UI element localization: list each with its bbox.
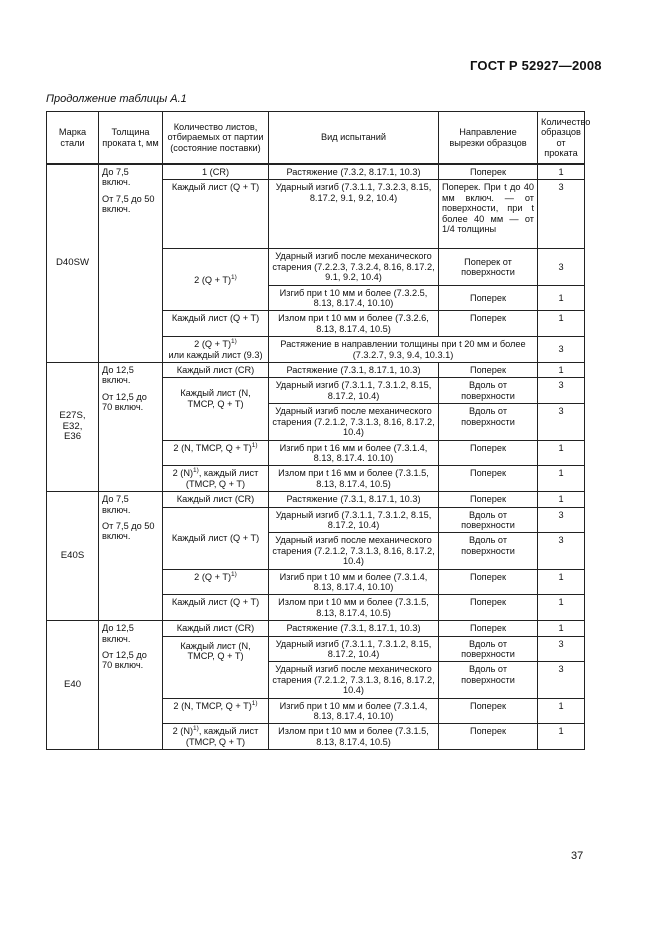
count-cell: 3 (538, 636, 585, 662)
test-cell: Ударный изгиб после механического старения (7.2.2.3, 7.3.2.4, 8.16, 8.17.2, 9.1, 9.2, 10.4) (269, 249, 439, 285)
count-cell: 1 (538, 724, 585, 750)
direction-cell: Поперек от поверхности (439, 249, 538, 285)
test-cell: Растяжение в направлении толщины при t 20 мм и более (7.3.2.7, 9.3, 9.4, 10.3.1) (269, 337, 538, 363)
qty-text: 2 (Q + T) (194, 571, 232, 582)
count-cell: 1 (538, 698, 585, 724)
table-row (47, 363, 585, 378)
qty-cell (163, 337, 269, 363)
thickness-range: От 7,5 до 50 включ. (102, 520, 155, 542)
column-header: Толщина проката t, мм (99, 112, 163, 165)
count-cell: 3 (538, 180, 585, 249)
count-cell: 1 (538, 363, 585, 378)
test-cell: Ударный изгиб (7.3.1.1, 7.3.2.3, 8.15, 8.17.2, 9.1, 9.2, 10.4) (269, 180, 439, 249)
test-cell: Ударный изгиб после механического старения (7.2.1.2, 7.3.1.3, 8.16, 8.17.2, 10.4) (269, 533, 439, 569)
steel-grade-line: E32, (62, 420, 83, 432)
count-cell: 1 (538, 164, 585, 180)
direction-cell: Вдоль от поверхности (439, 636, 538, 662)
table-row (47, 164, 585, 180)
direction-cell: Поперек (439, 311, 538, 337)
direction-cell: Поперек (439, 621, 538, 636)
qty-text: или каждый лист (9.3) (168, 349, 263, 360)
footnote-mark: 1) (231, 273, 237, 281)
column-header: Количество листов, отбираемых от партии (состояние поставки) (163, 112, 269, 165)
thickness-range: От 12,5 до 70 включ. (102, 650, 147, 671)
test-cell: Ударный изгиб (7.3.1.1, 7.3.1.2, 8.15, 8.17.2, 10.4) (269, 378, 439, 404)
column-header: Направление вырезки образцов (439, 112, 538, 165)
qty-text: 2 (N, TMCP, Q + T) (173, 700, 252, 711)
test-cell: Растяжение (7.3.1, 8.17.1, 10.3) (269, 621, 439, 636)
table-row (47, 492, 585, 507)
direction-cell: Поперек. При t до 40 мм включ. — от поверхности, при t более 40 мм — от 1/4 толщины (439, 180, 538, 249)
steel-grade-cell: D40SW (47, 164, 99, 363)
count-cell: 1 (538, 595, 585, 621)
qty-text: 2 (Q + T) (194, 339, 232, 350)
column-header: Количество образцов от проката (538, 112, 585, 165)
count-cell: 1 (538, 311, 585, 337)
test-cell: Растяжение (7.3.1, 8.17.1, 10.3) (269, 363, 439, 378)
column-header: Марка стали (47, 112, 99, 165)
thickness-cell (99, 621, 163, 750)
thickness-range: До 7,5 включ. (102, 494, 131, 515)
count-cell: 3 (538, 507, 585, 533)
qty-cell: Каждый лист (Q + T) (163, 507, 269, 569)
thickness-cell (99, 164, 163, 363)
count-cell: 1 (538, 492, 585, 507)
steel-grade-line: E27S, (59, 410, 86, 422)
count-cell: 1 (538, 466, 585, 492)
test-cell: Изгиб при t 10 мм и более (7.3.1.4, 8.13, 8.17.4, 10.10) (269, 698, 439, 724)
qty-cell: Каждый лист (Q + T) (163, 180, 269, 249)
footnote-mark: 1) (231, 338, 237, 346)
test-cell: Ударный изгиб (7.3.1.1, 7.3.1.2, 8.15, 8.17.2, 10.4) (269, 636, 439, 662)
direction-cell: Поперек (439, 440, 538, 466)
count-cell: 3 (538, 249, 585, 285)
count-cell: 1 (538, 285, 585, 311)
qty-text: 2 (N, TMCP, Q + T) (173, 442, 252, 453)
qty-text: 2 (Q + T) (194, 274, 232, 285)
test-cell: Ударный изгиб после механического старения (7.2.1.2, 7.3.1.3, 8.16, 8.17.2, 10.4) (269, 404, 439, 440)
thickness-range: От 12,5 до 70 включ. (102, 391, 147, 413)
qty-cell: Каждый лист (Q + T) (163, 311, 269, 337)
steel-grade-cell (47, 363, 99, 492)
steel-grade-cell: E40S (47, 492, 99, 621)
qty-cell: Каждый лист (CR) (163, 363, 269, 378)
direction-cell: Поперек (439, 285, 538, 311)
footnote-mark: 1) (251, 441, 258, 449)
test-cell: Изгиб при t 10 мм и более (7.3.2.5, 8.13, 8.17.4, 10.10) (269, 285, 439, 311)
footnote-mark: 1) (231, 570, 237, 578)
test-cell: Изгиб при t 10 мм и более (7.3.1.4, 8.13, 8.17.4, 10.10) (269, 569, 439, 595)
qty-cell: Каждый лист (CR) (163, 492, 269, 507)
thickness-range: До 7,5 включ. (102, 167, 131, 188)
test-cell: Ударный изгиб после механического старения (7.2.1.2, 7.3.1.3, 8.16, 8.17.2, 10.4) (269, 662, 439, 698)
qty-cell: 1 (CR) (163, 164, 269, 180)
qty-text: 2 (N) (172, 726, 194, 737)
direction-cell: Поперек (439, 724, 538, 750)
qty-cell: Каждый лист (Q + T) (163, 595, 269, 621)
direction-cell: Поперек (439, 569, 538, 595)
footnote-mark: 1) (193, 725, 199, 733)
direction-cell: Поперек (439, 492, 538, 507)
count-cell: 3 (538, 533, 585, 569)
page-number: 37 (571, 850, 584, 862)
footnote-mark: 1) (251, 699, 258, 707)
qty-text: 2 (N) (172, 468, 194, 479)
footnote-mark: 1) (193, 467, 199, 475)
thickness-cell (99, 492, 163, 621)
qty-cell (163, 440, 269, 466)
direction-cell: Поперек (439, 698, 538, 724)
steel-grade-line: E36 (63, 431, 82, 443)
test-cell: Изгиб при t 16 мм и более (7.3.1.4, 8.13, 8.17.4. 10.10) (269, 440, 439, 466)
test-cell: Растяжение (7.3.2, 8.17.1, 10.3) (269, 164, 439, 180)
qty-cell (163, 466, 269, 492)
test-cell: Излом при t 10 мм и более (7.3.1.5, 8.13, 8.17.4, 10.5) (269, 595, 439, 621)
direction-cell: Вдоль от поверхности (439, 533, 538, 569)
test-cell: Растяжение (7.3.1, 8.17.1, 10.3) (269, 492, 439, 507)
thickness-cell (99, 363, 163, 492)
thickness-range: От 7,5 до 50 включ. (102, 193, 155, 215)
test-cell: Излом при t 16 мм и более (7.3.1.5, 8.13, 8.17.4, 10.5) (269, 466, 439, 492)
qty-cell (163, 724, 269, 750)
thickness-range: До 12,5 включ. (102, 623, 134, 644)
qty-cell: Каждый лист (CR) (163, 621, 269, 636)
qty-cell (163, 249, 269, 311)
qty-cell: Каждый лист (N, TMCP, Q + T) (163, 636, 269, 698)
count-cell: 1 (538, 621, 585, 636)
test-requirements-table (46, 111, 591, 750)
thickness-range: До 12,5 включ. (102, 365, 134, 386)
qty-cell: Каждый лист (N, TMCP, Q + T) (163, 378, 269, 440)
table-caption: Продолжение таблицы А.1 (46, 93, 187, 105)
qty-text: , каждый лист (TMCP, Q + T) (185, 726, 259, 747)
count-cell: 1 (538, 440, 585, 466)
steel-grade-cell: E40 (47, 621, 99, 750)
direction-cell: Поперек (439, 466, 538, 492)
direction-cell: Поперек (439, 164, 538, 180)
test-cell: Ударный изгиб (7.3.1.1, 7.3.1.2, 8.15, 8.17.2, 10.4) (269, 507, 439, 533)
document-header: ГОСТ Р 52927—2008 (470, 58, 602, 73)
table-header-row (47, 112, 585, 165)
direction-cell: Вдоль от поверхности (439, 507, 538, 533)
count-cell: 3 (538, 378, 585, 404)
direction-cell: Вдоль от поверхности (439, 378, 538, 404)
direction-cell: Вдоль от поверхности (439, 404, 538, 440)
qty-cell (163, 698, 269, 724)
count-cell: 3 (538, 337, 585, 363)
count-cell: 1 (538, 569, 585, 595)
qty-cell (163, 569, 269, 595)
column-header: Вид испытаний (269, 112, 439, 165)
direction-cell: Поперек (439, 363, 538, 378)
direction-cell: Поперек (439, 595, 538, 621)
test-cell: Излом при t 10 мм и более (7.3.1.5, 8.13, 8.17.4, 10.5) (269, 724, 439, 750)
count-cell: 3 (538, 662, 585, 698)
count-cell: 3 (538, 404, 585, 440)
test-cell: Излом при t 10 мм и более (7.3.2.6, 8.13, 8.17.4, 10.5) (269, 311, 439, 337)
direction-cell: Вдоль от поверхности (439, 662, 538, 698)
table-row (47, 621, 585, 636)
qty-text: , каждый лист (TMCP, Q + T) (185, 468, 259, 489)
